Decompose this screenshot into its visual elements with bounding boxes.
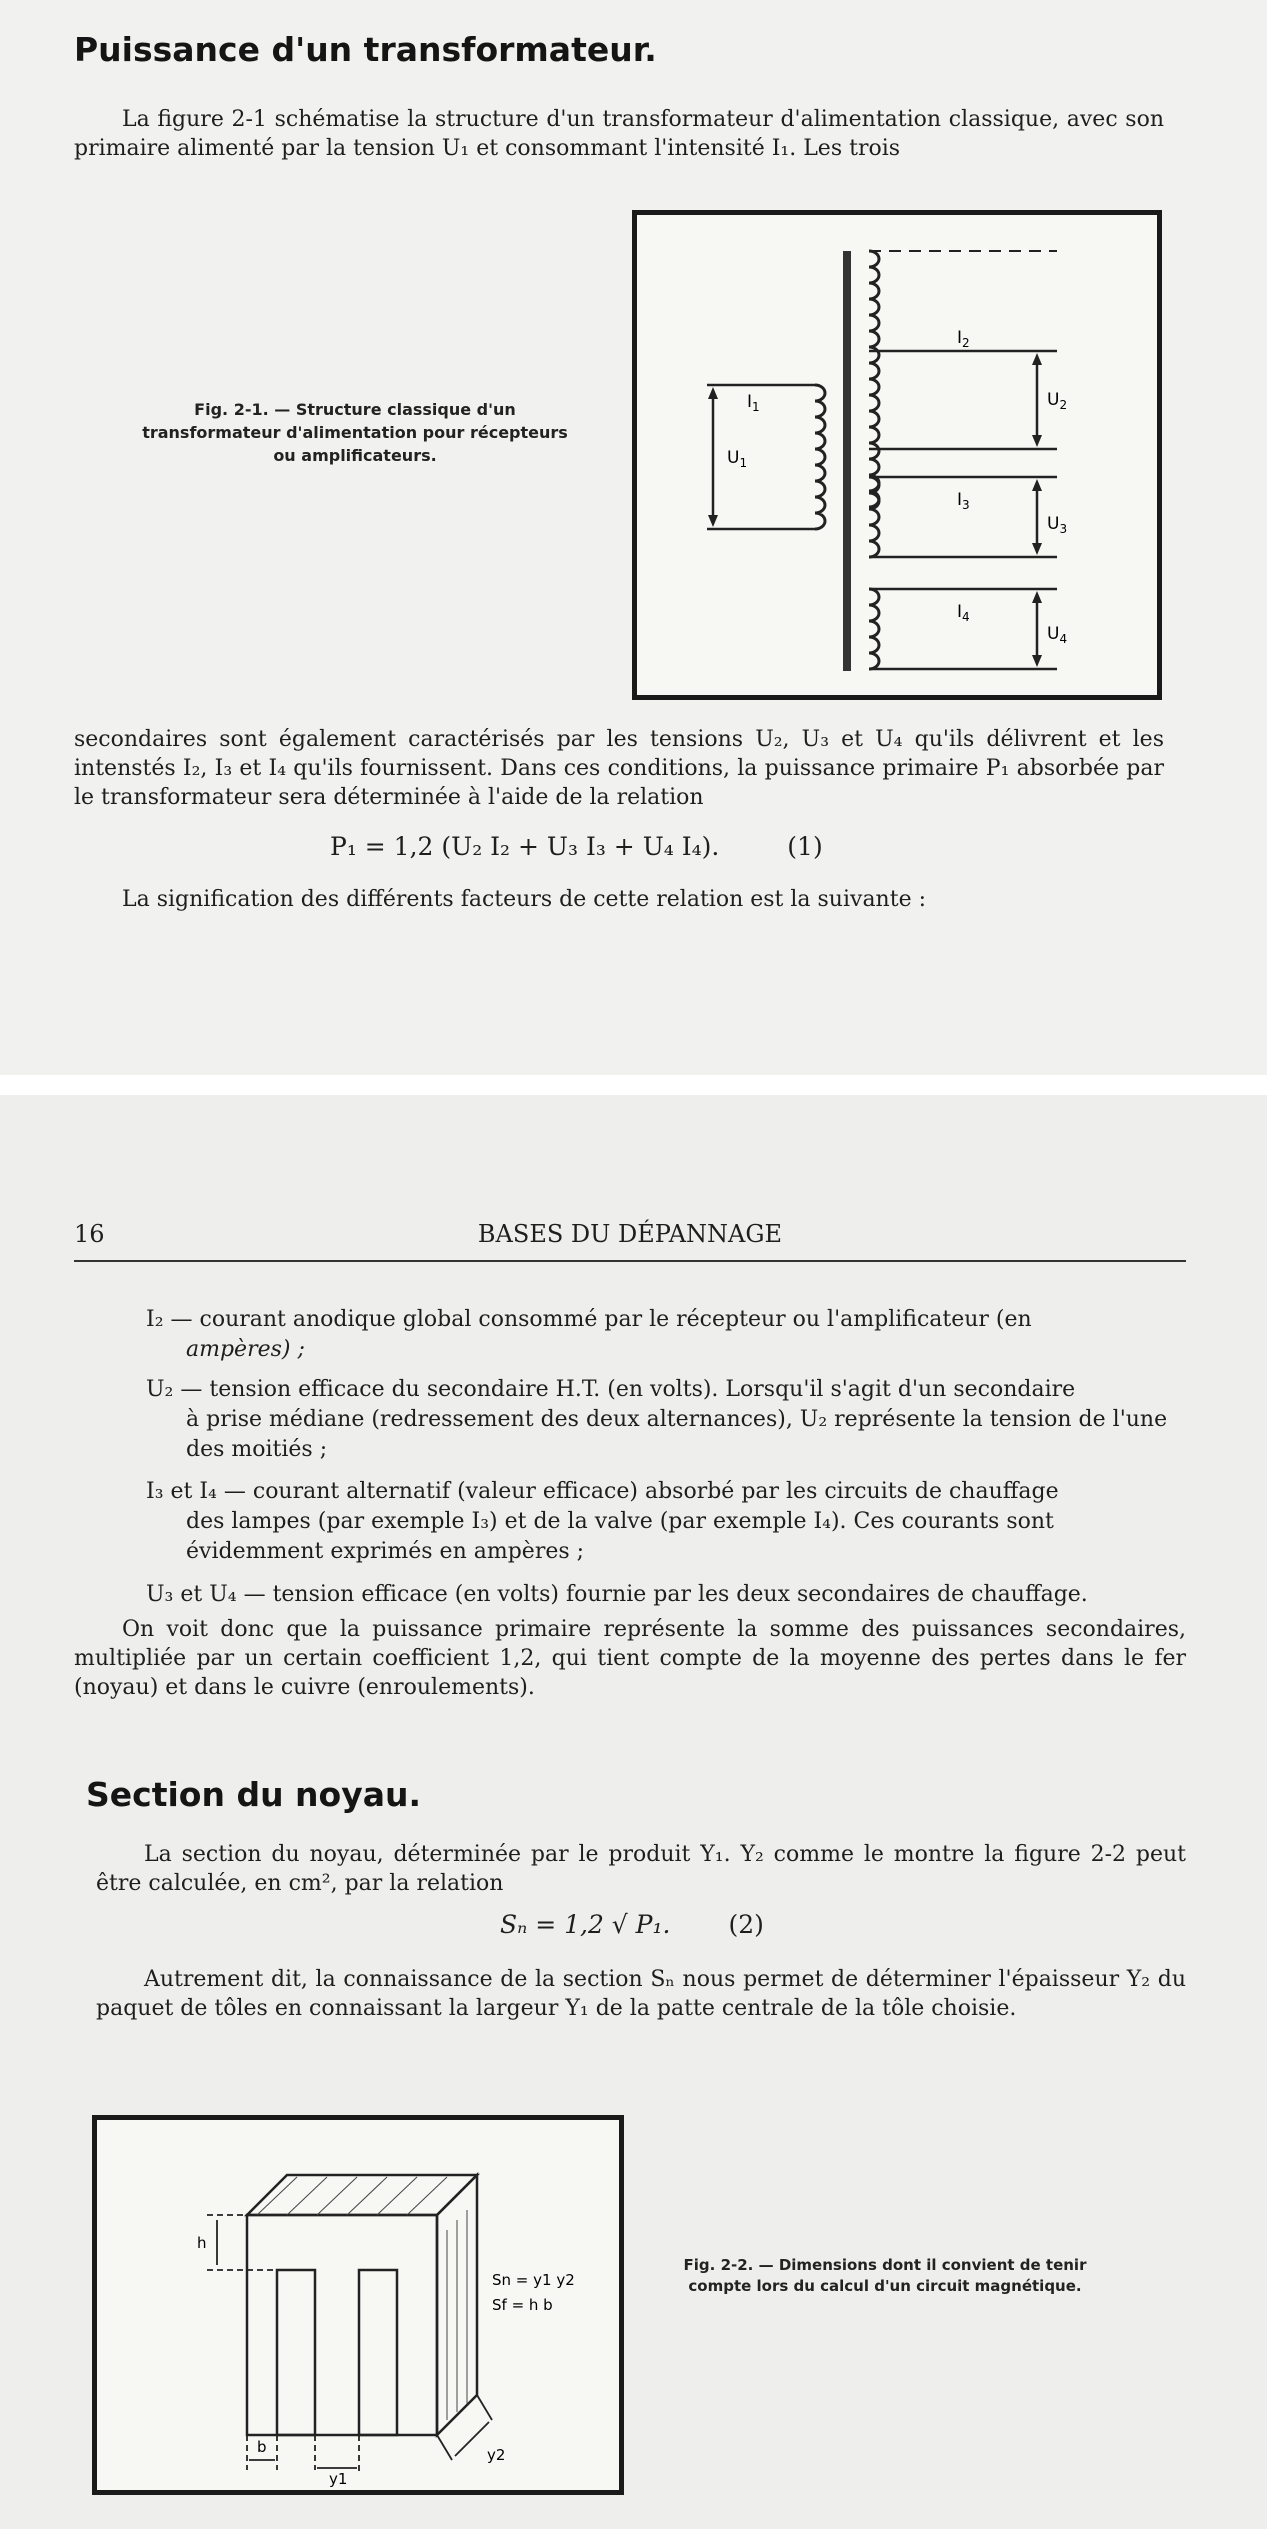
page-top — [0, 0, 1267, 1075]
definition-text: — tension efficace (en volts) fournie par les deux secondaires de chauffage. — [243, 1582, 1088, 1607]
definition-text: — courant alternatif (valeur efficace) absorbé par les circuits de chauffage — [223, 1479, 1059, 1504]
losses-paragraph: On voit donc que la puissance primaire représente la somme des puissances secondaires, multipliée par un certain coefficient 1,2, qui tient compte de la moyenne des pertes dans le fer (noyau) et dans le cuivre (enroulements). — [74, 1617, 1186, 1700]
label-b: b — [257, 2438, 267, 2456]
heater-lamps-leads — [869, 477, 1057, 557]
definition-continuation: ampères) ; — [186, 1337, 305, 1362]
label-i2: $I_2$ — [957, 328, 970, 350]
transformer-schematic — [637, 215, 1157, 695]
lamination-hatching — [257, 2177, 467, 2420]
heater-coil-valve — [869, 589, 879, 669]
label-y1: y1 — [329, 2470, 348, 2488]
label-u1: $U_1$ — [727, 448, 748, 470]
intro-paragraph: La figure 2-1 schématise la structure d'un transformateur d'alimentation classique, avec son primaire alimenté par la tension U₁ et consommant l'intensité I₁. Les trois — [74, 107, 1164, 161]
running-title: BASES DU DÉPANNAGE — [477, 1220, 783, 1248]
closing-paragraph: La signification des différents facteurs de cette relation est la suivante : — [122, 887, 926, 912]
definition-term: I₂ — [146, 1307, 164, 1332]
definition-i3-i4 — [146, 1477, 1186, 1567]
label-i1: $I_1$ — [747, 392, 760, 414]
heater-valve-leads — [869, 589, 1057, 669]
header-rule — [74, 1260, 1186, 1262]
definition-u3-u4 — [146, 1580, 1186, 1610]
label-u3: $U_3$ — [1047, 514, 1068, 536]
figure-2-2-frame — [92, 2115, 624, 2495]
figure-2-1-caption-text: — Structure classique d'un transformateur d'alimentation pour récepteurs ou amplificateurs. — [142, 400, 568, 465]
label-h: h — [197, 2234, 207, 2252]
definition-term: I₃ et I₄ — [146, 1479, 217, 1504]
core-dimensions-drawing — [97, 2120, 619, 2490]
figure-2-2-caption — [660, 2255, 1110, 2297]
primary-leads — [707, 385, 815, 529]
formula-2 — [500, 1910, 764, 1939]
definition-term: U₂ — [146, 1377, 174, 1402]
definition-u2 — [146, 1375, 1186, 1465]
figure-2-2-label: Fig. 2-2. — [683, 2256, 754, 2274]
transformer-core — [843, 251, 851, 671]
formula-2-number: (2) — [728, 1910, 764, 1939]
definition-continuation: à prise médiane (redressement des deux alternances), U₂ représente la tension de l'une des moitiés ; — [186, 1407, 1168, 1462]
definition-continuation: des lampes (par exemple I₃) et de la valve (par exemple I₄). Ces courants sont évidemment exprimés en ampères ; — [186, 1509, 1054, 1564]
page-number: 16 — [74, 1220, 105, 1248]
core-block — [247, 2175, 477, 2435]
label-i3: $I_3$ — [957, 490, 970, 512]
figure-2-2-caption-text: — Dimensions dont il convient de tenir compte lors du calcul d'un circuit magnétique. — [688, 2256, 1087, 2295]
formula-1-number: (1) — [787, 832, 823, 861]
figure-2-1-caption — [140, 398, 570, 467]
label-u2: $U_2$ — [1047, 390, 1068, 412]
figure-2-1-frame — [632, 210, 1162, 700]
definition-term: U₃ et U₄ — [146, 1582, 237, 1607]
formula-1 — [330, 832, 823, 861]
page-separator — [0, 1075, 1267, 1095]
section-heading-core: Section du noyau. — [86, 1775, 422, 1814]
primary-coil — [815, 385, 825, 529]
definition-text: — courant anodique global consommé par le récepteur ou l'amplificateur (en — [170, 1307, 1032, 1332]
formula-sf: Sf = h b — [492, 2296, 553, 2314]
formula-2-expression: Sₙ = 1,2 √ P₁. — [500, 1910, 671, 1939]
formula-sn: Sn = y1 y2 — [492, 2271, 575, 2289]
formula-1-expression: P₁ = 1,2 (U₂ I₂ + U₃ I₃ + U₄ I₄). — [330, 832, 720, 861]
label-y2: y2 — [487, 2446, 506, 2464]
figure-2-1-label: Fig. 2-1. — [194, 400, 269, 419]
body-paragraph: secondaires sont également caractérisés par les tensions U₂, U₃ et U₄ qu'ils délivrent et les intenstés I₂, I₃ et I₄ qu'ils fournissent. Dans ces conditions, la puissance primaire P₁ absorbée par le transformateur sera déterminée à l'aide de la relation — [74, 727, 1164, 810]
dimension-h — [207, 2215, 277, 2270]
label-u4: $U_4$ — [1047, 624, 1068, 646]
secondary-ht-coil — [869, 251, 879, 507]
definition-i2 — [146, 1305, 1186, 1365]
definition-text: — tension efficace du secondaire H.T. (en volts). Lorsqu'il s'agit d'un secondaire — [180, 1377, 1076, 1402]
label-i4: $I_4$ — [957, 602, 970, 624]
section-paragraph: La section du noyau, déterminée par le produit Y₁. Y₂ comme le montre la figure 2-2 peut être calculée, en cm², par la relation — [96, 1842, 1186, 1896]
section-heading-power: Puissance d'un transformateur. — [74, 30, 657, 69]
secondary-ht-leads — [869, 351, 1057, 449]
otherwise-paragraph: Autrement dit, la connaissance de la section Sₙ nous permet de déterminer l'épaisseur Y₂ du paquet de tôles en connaissant la largeur Y₁ de la patte centrale de la tôle choisie. — [96, 1967, 1186, 2021]
